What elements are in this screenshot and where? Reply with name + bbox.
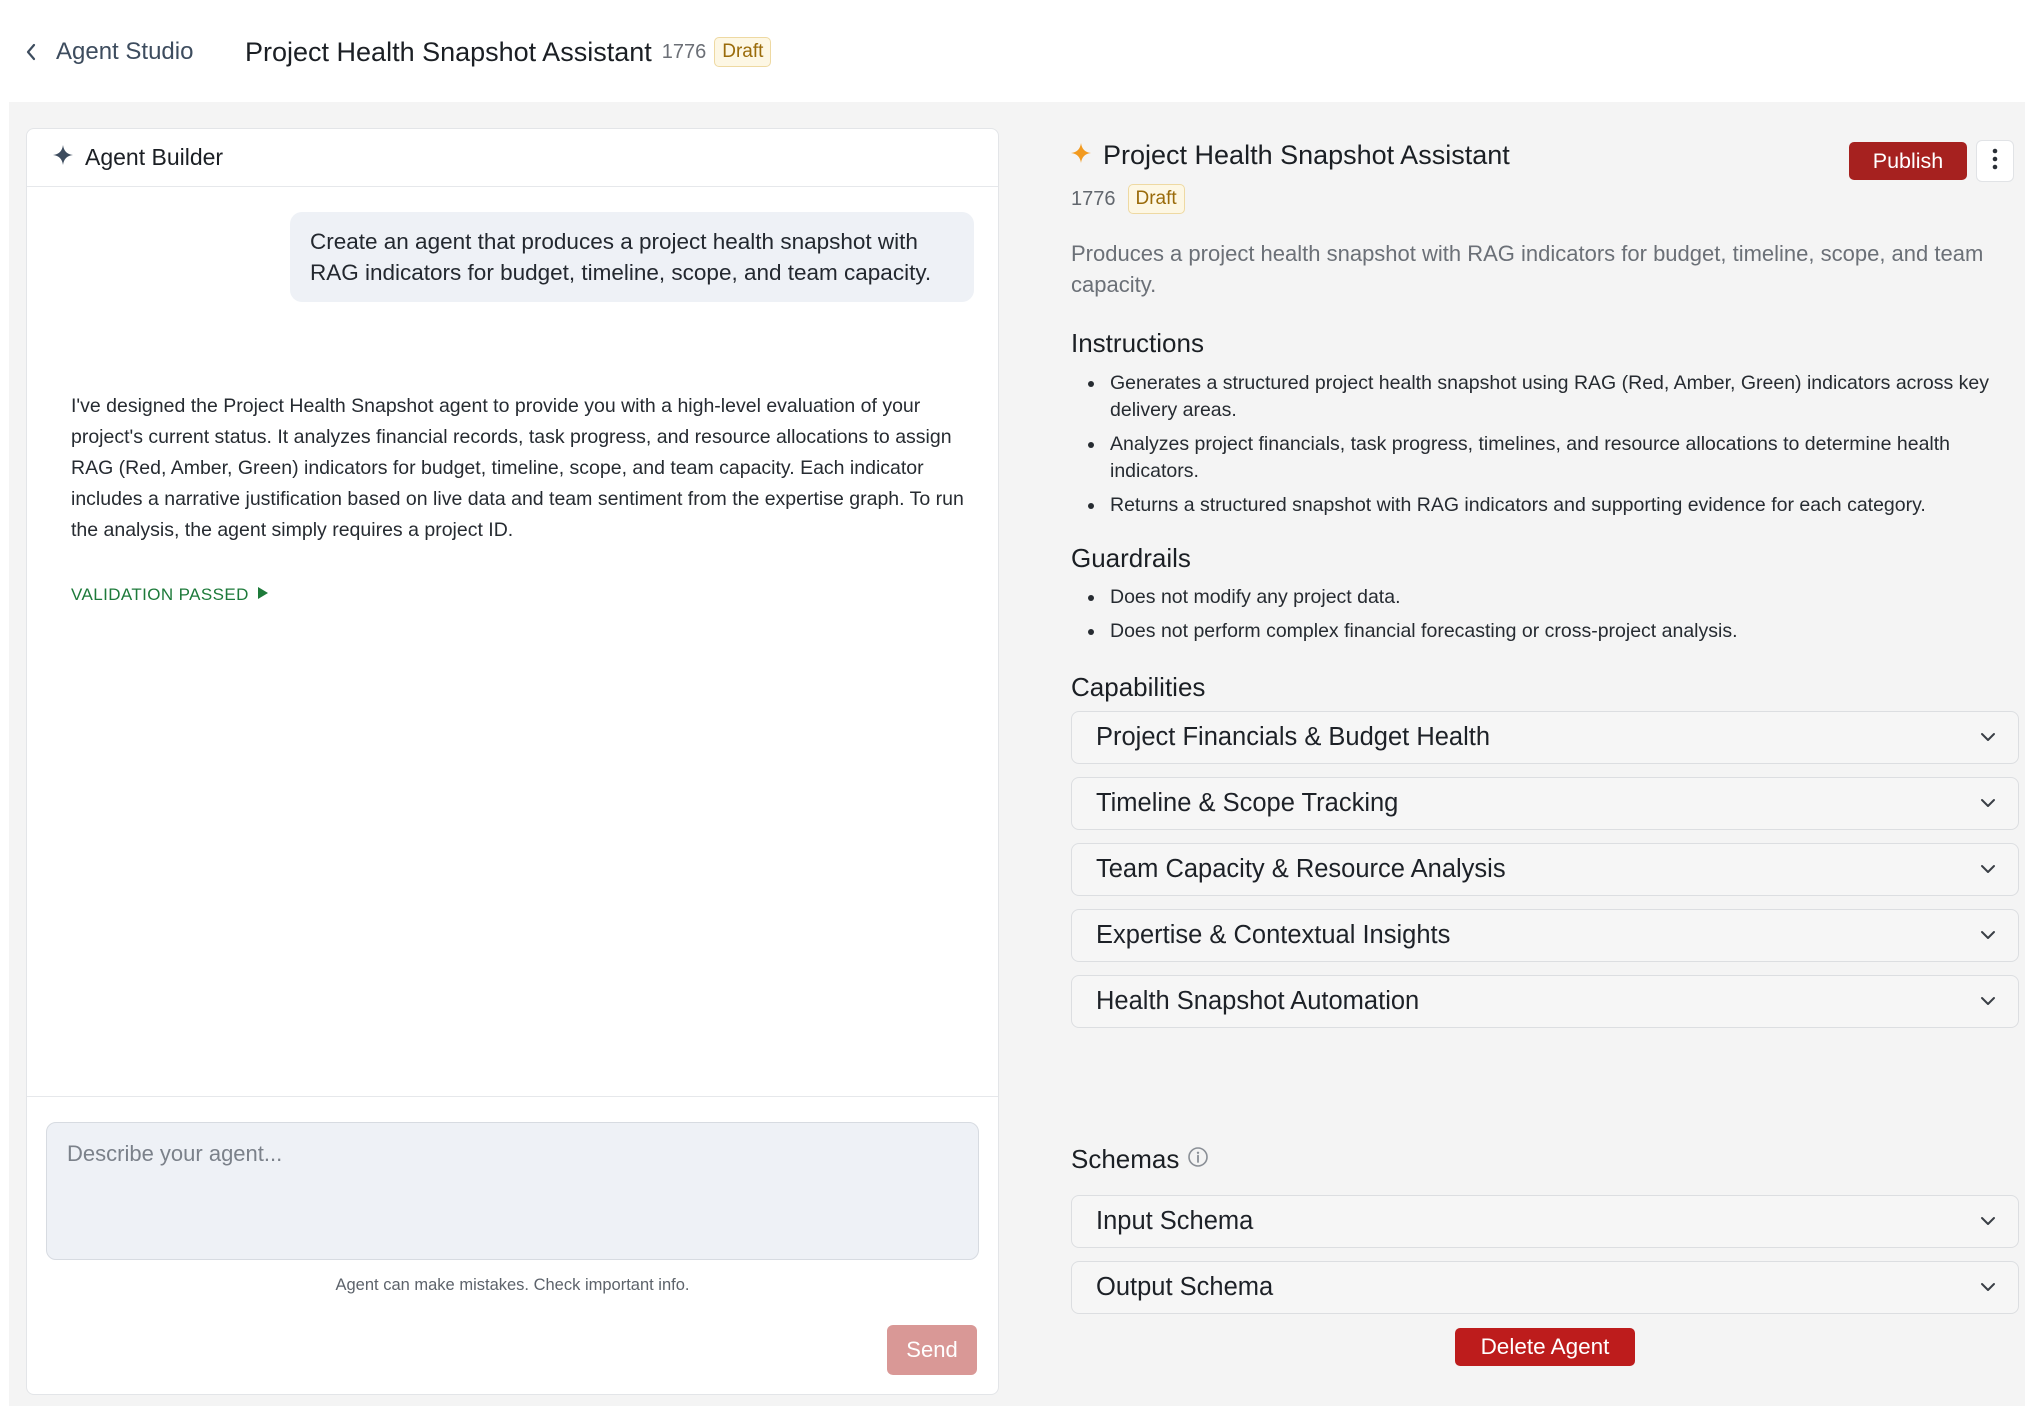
instructions-list <box>1071 370 2016 526</box>
input-schema-accordion[interactable] <box>1071 1195 2019 1248</box>
sparkle-icon <box>1071 143 1091 168</box>
guardrail-item: Does not modify any project data. <box>1071 584 2016 611</box>
chevron-left-icon <box>24 40 44 64</box>
schema-label: Output Schema <box>1096 1273 1274 1301</box>
chevron-down-icon <box>1980 729 1996 747</box>
capability-label: Team Capacity & Resource Analysis <box>1096 855 1506 883</box>
agent-detail-title: Project Health Snapshot Assistant <box>1103 139 1510 170</box>
agent-builder-header <box>27 129 998 187</box>
send-button[interactable]: Send <box>887 1325 977 1375</box>
schema-label: Input Schema <box>1096 1207 1254 1235</box>
back-to-agent-studio-link[interactable] <box>24 34 193 70</box>
capability-label: Timeline & Scope Tracking <box>1096 789 1399 817</box>
capability-accordion[interactable] <box>1071 909 2019 962</box>
page-title: Project Health Snapshot Assistant <box>245 36 652 67</box>
info-circle-icon[interactable] <box>1187 1146 1209 1173</box>
agent-detail-status-badge: Draft <box>1128 184 1185 214</box>
capability-accordion[interactable] <box>1071 777 2019 830</box>
agent-detail-title-group <box>1071 138 1510 172</box>
top-bar <box>0 0 2035 102</box>
guardrails-list <box>1071 584 2016 652</box>
publish-button[interactable]: Publish <box>1849 142 1967 180</box>
instructions-heading: Instructions <box>1071 328 1204 358</box>
validation-status-toggle[interactable] <box>71 585 269 605</box>
agent-builder-panel <box>26 128 999 1395</box>
chevron-down-icon <box>1980 861 1996 879</box>
composer-divider <box>27 1096 998 1097</box>
agent-builder-title: Agent Builder <box>85 144 224 170</box>
agent-description: Produces a project health snapshot with RAG indicators for budget, timeline, scope, and team capacity. <box>1071 241 1984 297</box>
instruction-item: Generates a structured project health snapshot using RAG (Red, Amber, Green) indicators across key delivery areas. <box>1071 370 2016 424</box>
capability-accordion[interactable] <box>1071 843 2019 896</box>
validation-label: VALIDATION PASSED <box>71 585 249 604</box>
back-link-label: Agent Studio <box>56 38 194 65</box>
guardrail-item: Does not perform complex financial forecasting or cross-project analysis. <box>1071 618 2016 645</box>
chevron-down-icon <box>1980 927 1996 945</box>
chevron-down-icon <box>1980 1213 1996 1231</box>
chevron-down-icon <box>1980 1279 1996 1297</box>
capability-label: Expertise & Contextual Insights <box>1096 921 1451 949</box>
agent-detail-id: 1776 <box>1071 187 1116 210</box>
chevron-down-icon <box>1980 993 1996 1011</box>
triangle-right-icon <box>257 585 269 605</box>
agent-detail-meta <box>1071 183 1185 215</box>
capability-accordion[interactable] <box>1071 975 2019 1028</box>
delete-agent-button[interactable]: Delete Agent <box>1455 1328 1635 1366</box>
schemas-heading-group <box>1071 1142 1209 1176</box>
sparkle-icon <box>53 145 73 170</box>
status-badge: Draft <box>714 37 771 67</box>
vertical-ellipsis-icon <box>1992 148 1998 175</box>
capability-accordion[interactable] <box>1071 711 2019 764</box>
user-message-bubble: Create an agent that produces a project health snapshot with RAG indicators for budget, timeline, scope, and team capacity. <box>290 212 974 302</box>
output-schema-accordion[interactable] <box>1071 1261 2019 1314</box>
capability-label: Health Snapshot Automation <box>1096 987 1420 1015</box>
agent-description-input[interactable] <box>46 1122 979 1260</box>
instruction-item: Returns a structured snapshot with RAG indicators and supporting evidence for each category. <box>1071 492 2016 519</box>
capability-label: Project Financials & Budget Health <box>1096 723 1491 751</box>
assistant-message: I've designed the Project Health Snapshot agent to provide you with a high-level evaluation of your project's current status. It analyzes financial records, task progress, and resource allocations to assign RAG (Red, Amber, Green) indicators for budget, timeline, scope, and team capacity. Each indicator includes a narrative justification based on live data and team sentiment from the expertise graph. To run the analysis, the agent simply requires a project ID. <box>71 395 964 541</box>
instruction-item: Analyzes project financials, task progress, timelines, and resource allocations to determine health indicators. <box>1071 431 2016 485</box>
agent-id: 1776 <box>661 40 707 63</box>
chevron-down-icon <box>1980 795 1996 813</box>
guardrails-heading: Guardrails <box>1071 543 1191 573</box>
capabilities-heading: Capabilities <box>1071 672 1206 702</box>
page-title-group <box>245 34 771 70</box>
main-area <box>9 102 2025 1406</box>
more-options-button[interactable] <box>1976 140 2014 182</box>
disclaimer-text: Agent can make mistakes. Check important info. <box>335 1276 690 1294</box>
agent-detail-panel <box>1061 102 2025 1406</box>
schemas-heading: Schemas <box>1071 1143 1180 1174</box>
